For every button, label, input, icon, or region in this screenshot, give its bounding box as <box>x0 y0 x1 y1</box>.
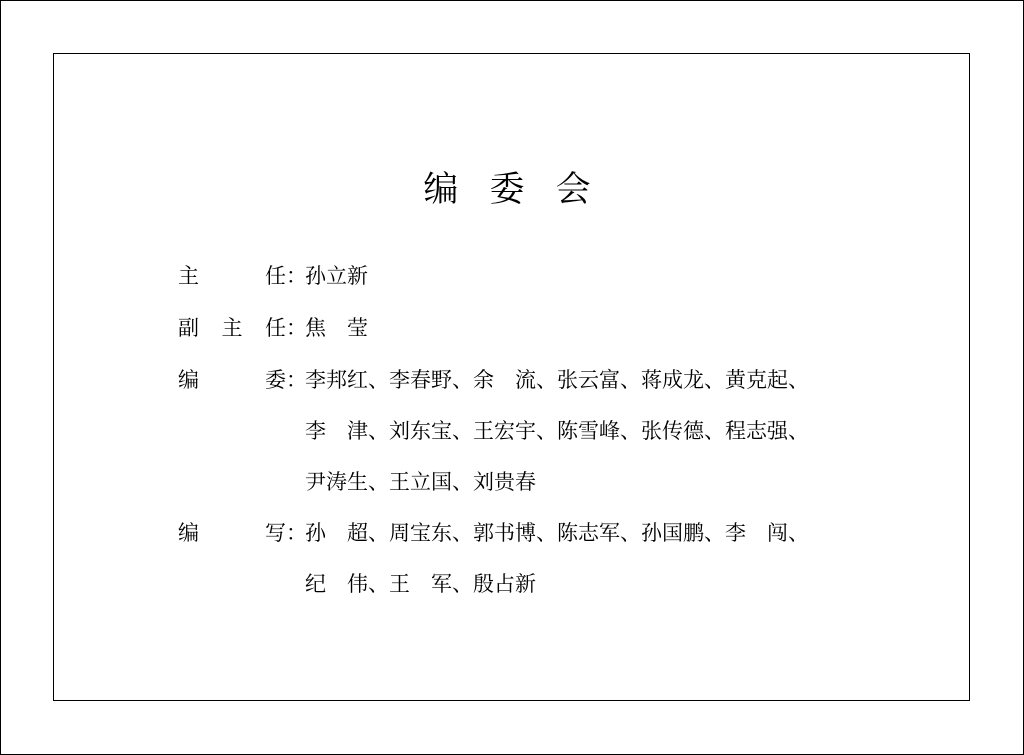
committee-line-3: 尹涛生、王立国、刘贵春 <box>305 470 536 494</box>
writers-line-2: 纪 伟、王 军、殷占新 <box>305 572 536 596</box>
committee-colon: ： <box>286 368 307 392</box>
writers-label: 编写 <box>178 521 286 545</box>
deputy-director-colon: ： <box>286 316 307 340</box>
director-name: 孙立新 <box>305 264 368 288</box>
committee-line-1: 李邦红、李春野、余 流、张云富、蒋成龙、黄克起、 <box>305 368 809 392</box>
deputy-director-name: 焦 莹 <box>305 316 368 340</box>
writers-colon: ： <box>286 521 307 545</box>
writers-line-1: 孙 超、周宝东、郭书博、陈志军、孙国鹏、李 闯、 <box>305 521 809 545</box>
director-label: 主任 <box>178 264 286 288</box>
committee-label: 编委 <box>178 368 286 392</box>
page-title: 编 委 会 <box>423 170 601 210</box>
deputy-director-label: 副主任 <box>178 316 286 340</box>
committee-line-2: 李 津、刘东宝、王宏宇、陈雪峰、张传德、程志强、 <box>305 419 809 443</box>
director-colon: ： <box>286 264 307 288</box>
